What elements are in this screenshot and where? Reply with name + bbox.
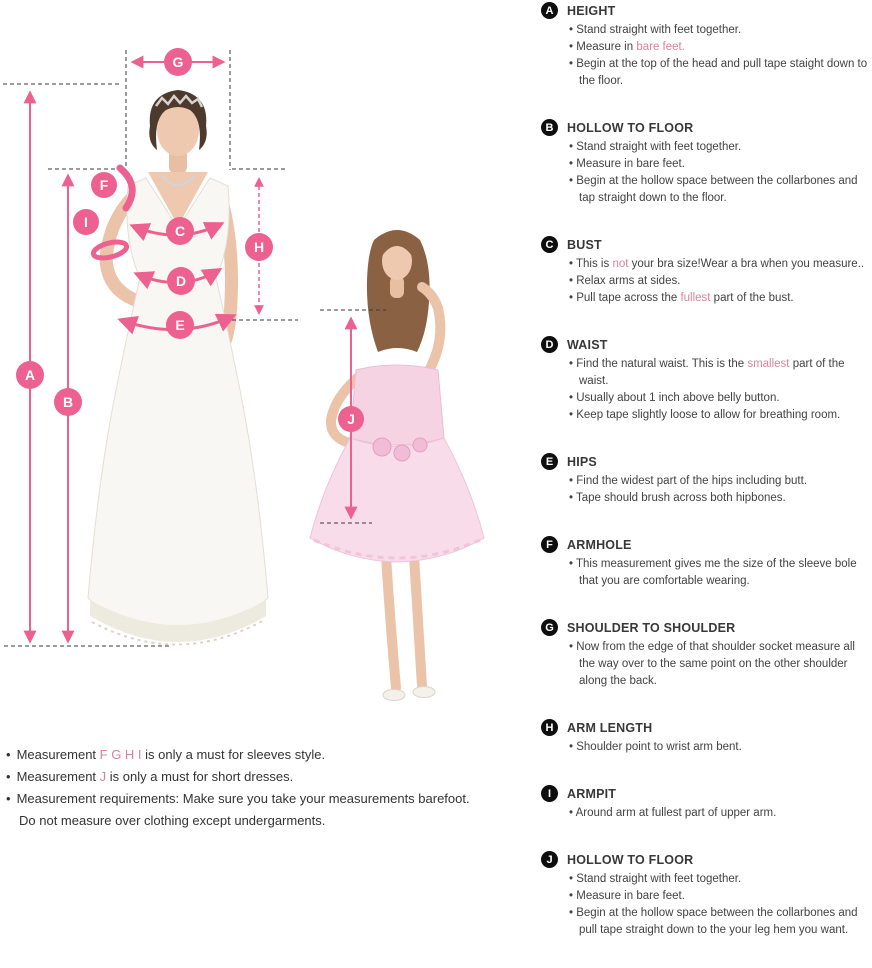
- highlighted-text: not: [612, 258, 629, 270]
- measurement-diagram: [0, 0, 540, 740]
- section-bullet-list: [541, 739, 871, 756]
- section-letter-badge: F: [541, 536, 558, 553]
- section-title: ARMPIT: [567, 786, 617, 801]
- instruction-bullet: [569, 871, 871, 888]
- section-letter-badge: C: [541, 236, 558, 253]
- highlighted-text: fullest: [680, 292, 711, 304]
- badge-H: [245, 233, 273, 261]
- text-segment: Measurement: [16, 747, 100, 762]
- instruction-bullet: [569, 39, 871, 56]
- section-header: [541, 785, 871, 802]
- badge-D-letter: D: [175, 273, 187, 289]
- instruction-bullet: [569, 739, 871, 756]
- highlighted-text: bare feet.: [636, 41, 685, 53]
- instruction-bullet: [569, 256, 871, 273]
- section-title: WAIST: [567, 337, 608, 352]
- badge-C: [166, 217, 194, 245]
- note-line: [6, 788, 526, 810]
- text-segment: part of the bust.: [710, 292, 794, 304]
- section-letter-badge: B: [541, 119, 558, 136]
- text-segment: part of the waist.: [579, 358, 845, 387]
- note-bullet-marker: •: [6, 747, 11, 762]
- text-segment: is only a must for short dresses.: [106, 769, 294, 784]
- text-segment: Stand straight with feet together.: [576, 873, 742, 885]
- text-segment: Now from the edge of that shoulder socket measure all the way over to the same point on the other shoulder along the back.: [576, 641, 855, 687]
- section-header: [541, 336, 871, 353]
- section-e: [541, 453, 871, 507]
- instruction-bullet: [569, 156, 871, 173]
- text-segment: Find the natural waist. This is the: [576, 358, 748, 370]
- text-segment: Usually about 1 inch above belly button.: [576, 392, 780, 404]
- text-segment: Keep tape slightly loose to allow for breathing room.: [576, 409, 841, 421]
- section-title: ARM LENGTH: [567, 720, 653, 735]
- badge-G-letter: G: [172, 54, 184, 70]
- section-letter-badge: A: [541, 2, 558, 19]
- model2-leg-left: [386, 556, 396, 688]
- section-header: [541, 453, 871, 470]
- text-segment: Around arm at fullest part of upper arm.: [575, 807, 777, 819]
- measurement-notes: [6, 744, 526, 832]
- text-segment: Relax arms at sides.: [576, 275, 681, 287]
- section-j: [541, 851, 871, 939]
- section-header: [541, 236, 871, 253]
- model2-bodice: [350, 365, 444, 445]
- text-segment: Tape should brush across both hipbones.: [576, 492, 786, 504]
- instruction-bullet: [569, 905, 871, 939]
- model2-flower: [373, 438, 391, 456]
- text-segment: Stand straight with feet together.: [576, 141, 742, 153]
- instruction-bullet: [569, 22, 871, 39]
- section-g: [541, 619, 871, 690]
- badge-J-letter: J: [347, 411, 355, 427]
- measurement-diagram-svg: [0, 0, 540, 740]
- model2-flower: [413, 438, 427, 452]
- instruction-bullet: [569, 407, 871, 424]
- badge-B-letter: B: [62, 394, 74, 410]
- badge-J: [338, 406, 364, 432]
- text-segment: Shoulder point to wrist arm bent.: [576, 741, 742, 753]
- badge-E-letter: E: [175, 317, 185, 333]
- text-segment: Begin at the top of the head and pull tape staight down to the floor.: [576, 58, 868, 87]
- section-title: HIPS: [567, 454, 597, 469]
- instruction-bullet: [569, 356, 871, 390]
- section-header: [541, 619, 871, 636]
- section-letter-badge: G: [541, 619, 558, 636]
- section-header: [541, 719, 871, 736]
- section-bullet-list: [541, 473, 871, 507]
- section-bullet-list: [541, 256, 871, 307]
- text-segment: Pull tape across the: [576, 292, 681, 304]
- section-d: [541, 336, 871, 424]
- text-segment: Measure in bare feet.: [576, 890, 685, 902]
- badge-I: [73, 209, 99, 235]
- section-title: HOLLOW TO FLOOR: [567, 852, 694, 867]
- section-bullet-list: [541, 639, 871, 690]
- highlighted-text: smallest: [747, 358, 790, 370]
- section-header: [541, 851, 871, 868]
- text-segment: Stand straight with feet together.: [576, 24, 742, 36]
- model2-leg-right: [414, 556, 422, 686]
- section-header: [541, 2, 871, 19]
- instruction-bullet: [569, 390, 871, 407]
- badge-A: [16, 361, 44, 389]
- badge-G: [164, 48, 192, 76]
- section-letter-badge: J: [541, 851, 558, 868]
- instruction-bullet: [569, 473, 871, 490]
- badge-F: [91, 172, 117, 198]
- highlighted-text: J: [99, 769, 107, 784]
- model2-shoe-left: [383, 690, 405, 701]
- section-title: BUST: [567, 237, 602, 252]
- badge-B: [54, 388, 82, 416]
- text-segment: Find the widest part of the hips including butt.: [576, 475, 808, 487]
- section-title: SHOULDER TO SHOULDER: [567, 620, 736, 635]
- note-line: [6, 744, 526, 766]
- instructions-list: [541, 2, 871, 968]
- section-bullet-list: [541, 805, 871, 822]
- text-segment: Measure in bare feet.: [576, 158, 685, 170]
- section-bullet-list: [541, 871, 871, 939]
- text-segment: This is: [576, 258, 613, 270]
- instruction-bullet: [569, 139, 871, 156]
- section-title: ARMHOLE: [567, 537, 632, 552]
- section-a: [541, 2, 871, 90]
- instruction-bullet: [569, 639, 871, 690]
- text-segment: Measurement: [16, 769, 100, 784]
- section-letter-badge: I: [541, 785, 558, 802]
- badge-D: [167, 267, 195, 295]
- bride-figure: [88, 90, 268, 645]
- section-header: [541, 119, 871, 136]
- text-segment: Measure in: [576, 41, 637, 53]
- instruction-bullet: [569, 556, 871, 590]
- section-title: HEIGHT: [567, 3, 616, 18]
- badge-I-letter: I: [84, 214, 88, 230]
- text-segment: Begin at the hollow space between the collarbones and tap straight down to the floor.: [576, 175, 858, 204]
- section-letter-badge: H: [541, 719, 558, 736]
- section-bullet-list: [541, 22, 871, 90]
- section-b: [541, 119, 871, 207]
- instruction-bullet: [569, 490, 871, 507]
- section-bullet-list: [541, 556, 871, 590]
- instruction-bullet: [569, 273, 871, 290]
- section-letter-badge: D: [541, 336, 558, 353]
- badge-A-letter: A: [24, 367, 36, 383]
- section-bullet-list: [541, 139, 871, 207]
- badge-E: [166, 311, 194, 339]
- section-h: [541, 719, 871, 756]
- badge-F-letter: F: [99, 177, 109, 193]
- text-segment: Measurement requirements: Make sure you take your measurements barefoot.: [16, 791, 470, 806]
- text-segment: This measurement gives me the size of the sleeve bole that you are comfortable wearing.: [576, 558, 857, 587]
- text-segment: is only a must for sleeves style.: [145, 747, 326, 762]
- text-segment: Begin at the hollow space between the collarbones and pull tape straight down to the your leg hem you want.: [576, 907, 858, 936]
- model2-flower: [394, 445, 410, 461]
- instruction-bullet: [569, 805, 871, 822]
- text-segment: Do not measure over clothing except undergarments.: [19, 813, 326, 828]
- section-c: [541, 236, 871, 307]
- text-segment: your bra size!Wear a bra when you measure..: [628, 258, 865, 270]
- badge-C-letter: C: [174, 223, 186, 239]
- note-bullet-marker: •: [6, 791, 11, 806]
- short-dress-figure: [310, 230, 484, 701]
- instruction-bullet: [569, 173, 871, 207]
- highlighted-text: F G H I: [99, 747, 146, 762]
- note-line: [6, 766, 526, 788]
- bride-gown: [88, 178, 268, 641]
- section-i: [541, 785, 871, 822]
- instruction-bullet: [569, 290, 871, 307]
- instruction-bullet: [569, 56, 871, 90]
- section-f: [541, 536, 871, 590]
- note-line: [6, 810, 526, 832]
- section-title: HOLLOW TO FLOOR: [567, 120, 694, 135]
- badge-H-letter: H: [253, 239, 265, 255]
- model2-shoe-right: [413, 687, 435, 698]
- section-header: [541, 536, 871, 553]
- note-bullet-marker: •: [6, 769, 11, 784]
- section-letter-badge: E: [541, 453, 558, 470]
- section-bullet-list: [541, 356, 871, 424]
